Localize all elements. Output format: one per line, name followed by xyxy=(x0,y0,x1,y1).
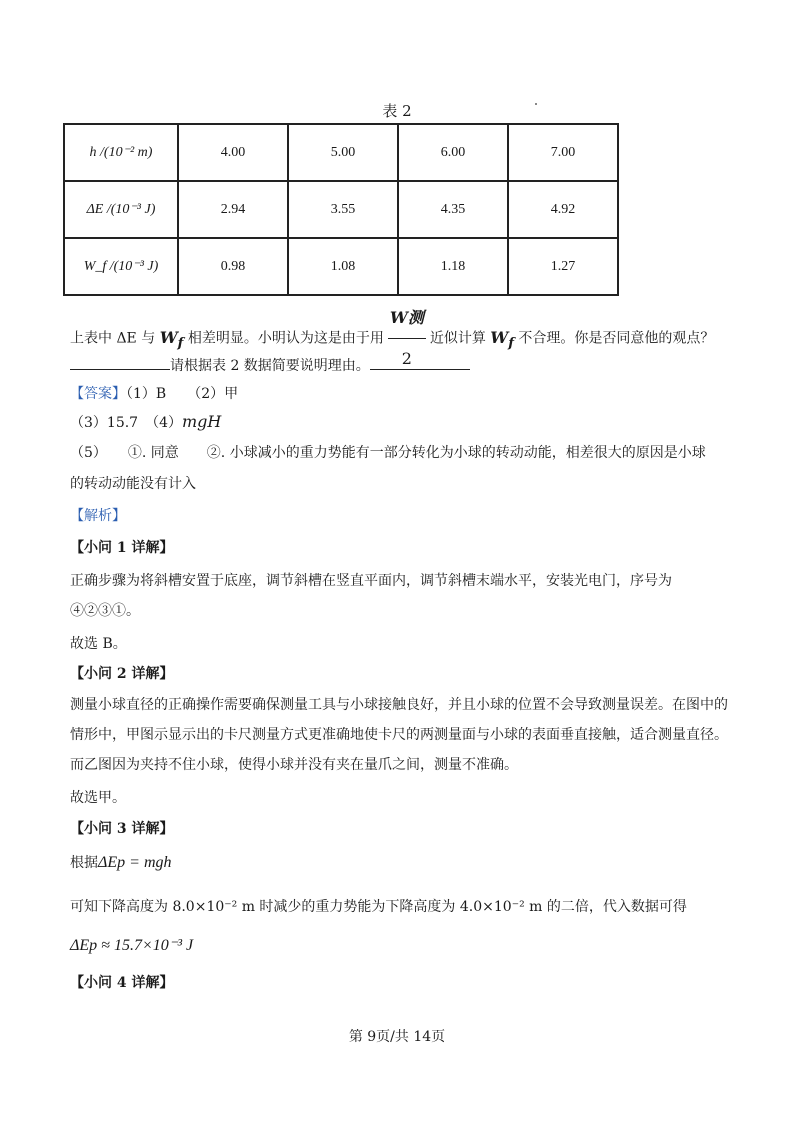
table-cell: 2.94 xyxy=(178,181,288,238)
table-caption: 表 2 xyxy=(382,102,412,120)
fraction: $\frac{\text{W测}}{2}$ xyxy=(388,298,426,379)
row-header: ΔE /(10⁻³ J) xyxy=(64,181,178,238)
answer-blank xyxy=(70,355,170,370)
row-header: h /(10⁻² m) xyxy=(64,124,178,181)
q1-title: 【小问 1 详解】 xyxy=(70,540,174,556)
q2-text: 测量小球直径的正确操作需要确保测量工具与小球接触良好，并且小球的位置不会导致测量误差。在图中的情形中，甲图示显示出的卡尺测量方式更准确地使卡尺的两测量面与小球的表面垂直接触，适合测量直径。而乙图因为夹持不住小球，使得小球并没有夹在量爪之间，测量不准确。 xyxy=(70,697,728,773)
answer-label: 【答案】 xyxy=(70,386,126,402)
q2-title: 【小问 2 详解】 xyxy=(70,666,174,682)
table-cell: 4.00 xyxy=(178,124,288,181)
answer-line-1: 【答案】（1）B （2）甲 xyxy=(70,386,239,402)
table-cell: 3.55 xyxy=(288,181,398,238)
table-row xyxy=(64,124,618,181)
q3-title: 【小问 3 详解】 xyxy=(70,821,174,837)
table-cell: 1.27 xyxy=(508,238,618,295)
table-row xyxy=(64,238,618,295)
table-cell: 6.00 xyxy=(398,124,508,181)
table-cell: 5.00 xyxy=(288,124,398,181)
data-table xyxy=(63,123,619,296)
answer-line-2: （3）15.7 （4）mgH xyxy=(70,412,222,431)
question-text: 上表中 ΔE 与 $W_f$ 相差明显。小明认为这是由于用 $\frac{\text{W测}}{2}$ 近似计算 $W_f$ 不合理。你是否同意他的观点？ xyxy=(70,298,730,379)
table-cell: 7.00 xyxy=(508,124,618,181)
q3-line-2: 可知下降高度为 8.0×10⁻² m 时减少的重力势能为下降高度为 4.0×10⁻² m 的二倍，代入数据可得 xyxy=(70,899,687,915)
answer-line-4: 的转动动能没有计入 xyxy=(70,476,196,492)
q3-line-1: 根据ΔEp = mgh xyxy=(70,854,172,871)
answer-line-3: （5） ①. 同意 ②. 小球减小的重力势能有一部分转化为小球的转动动能，相差很大的原因是小球 xyxy=(70,445,706,461)
page-footer: 第 9页/共 14页 xyxy=(348,1029,446,1045)
q4-title: 【小问 4 详解】 xyxy=(70,975,174,991)
wf-symbol: $W_f$ xyxy=(490,327,514,351)
row-header: W_f /(10⁻³ J) xyxy=(64,238,178,295)
answer-blank-line: 请根据表 2 数据简要说明理由。 xyxy=(70,355,730,377)
table-cell: 0.98 xyxy=(178,238,288,295)
wf-symbol: $W_f$ xyxy=(159,327,184,351)
table-cell: 1.08 xyxy=(288,238,398,295)
answer-blank xyxy=(370,355,470,370)
table-cell: 4.92 xyxy=(508,181,618,238)
q1-text: 正确步骤为将斜槽安置于底座，调节斜槽在竖直平面内，调节斜槽末端水平，安装光电门，序号为④②③①。 xyxy=(70,573,672,619)
analysis-label: 【解析】 xyxy=(70,508,126,524)
table-cell: 4.35 xyxy=(398,181,508,238)
q3-line-3: ΔEp ≈ 15.7×10⁻³ J xyxy=(70,937,194,954)
q2-end: 故选甲。 xyxy=(70,790,126,806)
q1-end: 故选 B。 xyxy=(70,636,127,652)
table-row xyxy=(64,181,618,238)
table-cell: 1.18 xyxy=(398,238,508,295)
